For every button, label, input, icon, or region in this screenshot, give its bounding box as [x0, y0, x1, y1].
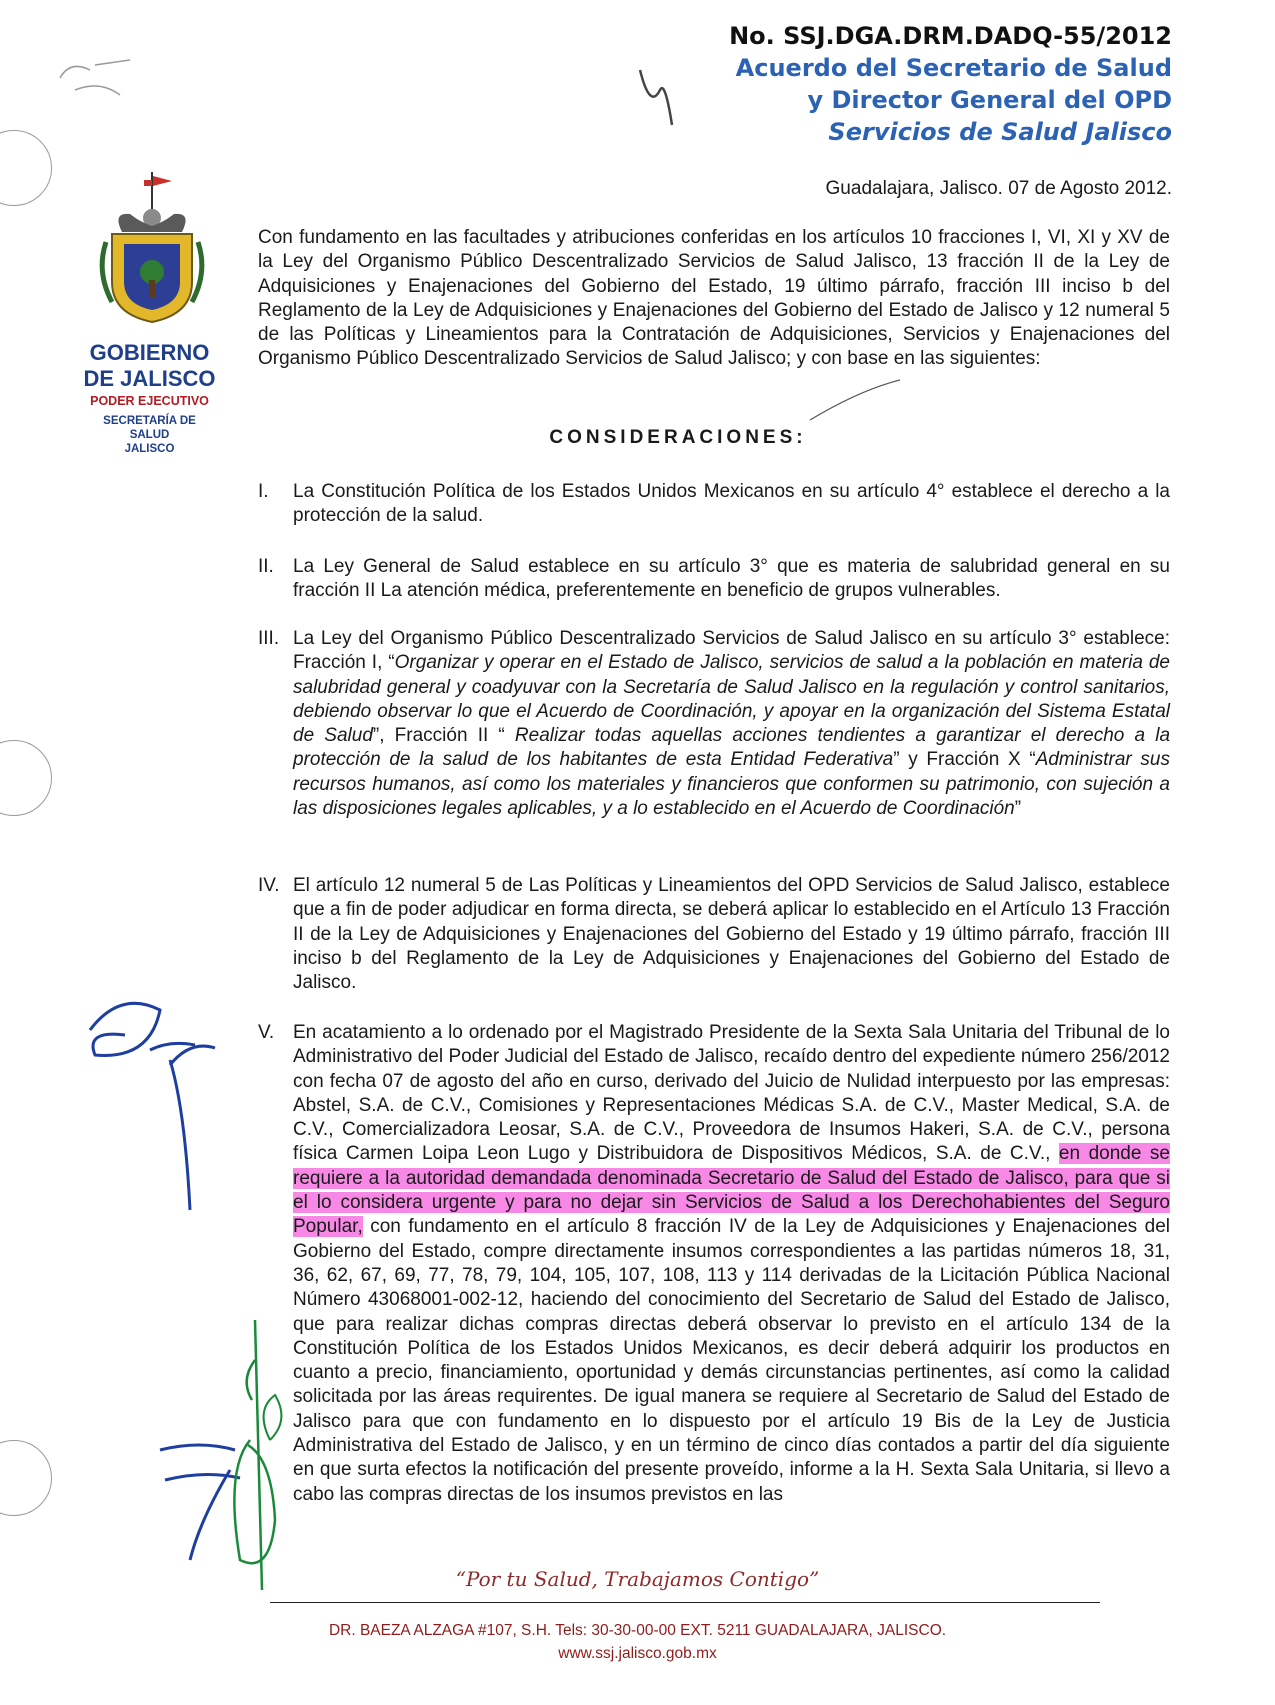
footer-divider	[270, 1602, 1100, 1603]
punch-hole	[0, 1440, 52, 1516]
logo-secretaria	[72, 414, 227, 456]
logo-line-salud: SALUD	[129, 429, 170, 441]
logo-gobierno	[72, 340, 227, 392]
logo-poder-ejecutivo: PODER EJECUTIVO	[90, 394, 209, 408]
item-number: IV.	[258, 875, 280, 896]
logo-line-gobierno: GOBIERNO	[89, 340, 210, 365]
item-text-quote: Administrar sus recursos humanos, así como los materiales y financieros que conformen su patrimonio, con sujeción a las disposiciones legales aplicables, y a lo establecido en el Acuerdo de Coordinación	[293, 749, 1171, 820]
item-text-quote: Realizar todas aquellas acciones tendientes a garantizar el derecho a la protección de la salud de los habitantes de esta Entidad Federativa	[293, 725, 1171, 771]
item-text-plain: ”	[1014, 798, 1022, 820]
check-mark	[640, 70, 672, 125]
punch-hole	[0, 740, 52, 816]
item-text-plain: con fundamento en el artículo 8 fracción IV de la Ley de Adquisiciones y Enajenaciones del Gobierno del Estado, compre directamente insumos correspondientes a las partidas números 18, 31, 36, 62, 67, 69, 77, 78, 79, 104, 105, 107, 108, 113 y 114 derivadas de la Licitación Pública Nacional Número 43068001-002-12, haciendo del conocimiento del Secretario de Salud del Estado de Jalisco, que para realizar dichas compras directas deberá observar lo previsto en el artículo 134 de la Constitución Política de los Estados Unidos Mexicanos, es decir deberá adquirir los productos en cuanto a precio, financiamiento, oportunidad y demás circunstancias pertinentes, así como la calidad solicitada por las áreas requirentes. De igual manera se requiere al Secretario de Salud del Estado de Jalisco para que con fundamento en lo dispuesto por el artículo 19 Bis de la Ley de Justicia Administrativa del Estado de Jalisco, y en un término de cinco días contados a partir del día siguiente en que surta efectos la notificación del presente proveído, informe a la H. Sexta Sala Unitaria, si llevo a cabo las compras directas de los insumos previstos en las	[293, 1216, 1170, 1505]
item-text	[293, 1021, 1170, 1507]
item-number: II.	[258, 556, 274, 577]
item-text-plain: En acatamiento a lo ordenado por el Magistrado Presidente de la Sexta Sala Unitaria del Tribunal de lo Administrativo del Poder Judicial del Estado de Jalisco, recaído dentro del expediente número 256/2012 con fecha 07 de agosto del año en curso, derivado del Juicio de Nulidad interpuesto por las empresas: Abstel, S.A. de C.V., Comisiones y Representaciones Médicas S.A. de C.V., Master Medical, S.A. de C.V., Comercializadora Leosar, S.A. de C.V., Proveedora de Insumos Hakeri, S.A. de C.V., persona física Carmen Loipa Leon Lugo y Distribuidora de Dispositivos Médicos, S.A. de C.V.,	[293, 1022, 1170, 1165]
item-text: La Constitución Política de los Estados Unidos Mexicanos en su artículo 4° establece el derecho a la protección de la salud.	[293, 481, 1170, 527]
footer-address: DR. BAEZA ALZAGA #107, S.H. Tels: 30-30-00-00 EXT. 5211 GUADALAJARA, JALISCO.	[328, 1622, 947, 1639]
item-text: La Ley General de Salud establece en su artículo 3° que es materia de salubridad general en su fracción II La atención médica, preferentemente en beneficio de grupos vulnerables.	[293, 556, 1170, 602]
consideration-item	[258, 874, 1170, 995]
item-number: III.	[258, 628, 280, 649]
title-line-1: Acuerdo del Secretario de Salud	[735, 54, 1172, 82]
jalisco-coat-of-arms-icon	[92, 172, 212, 332]
item-text-plain: ”, Fracción II “	[372, 725, 515, 747]
document-number: No. SSJ.DGA.DRM.DADQ-55/2012	[729, 22, 1172, 50]
item-number: V.	[258, 1022, 275, 1043]
intro-paragraph: Con fundamento en las facultades y atribuciones conferidas en los artículos 10 fracciones I, VI, XI y XV de la Ley del Organismo Público Descentralizado Servicios de Salud Jalisco, 13 fracción II de la Ley de Adquisiciones y Enajenaciones del Gobierno del Estado, 19 último párrafo, fracción III inciso b del Reglamento de la Ley de Adquisiciones y Enajenaciones del Gobierno del Estado de Jalisco y 12 numeral 5 de las Políticas y Lineamientos para la Contratación de Adquisiciones, Servicios y Enajenaciones del Organismo Público Descentralizado Servicios de Salud Jalisco; y con base en las siguientes:	[258, 227, 1170, 370]
punch-hole	[0, 130, 52, 206]
item-text	[293, 627, 1170, 821]
slogan: “Por tu Salud, Trabajamos Contigo”	[455, 1567, 820, 1591]
title-line-2: y Director General del OPD	[807, 86, 1172, 114]
consideration-item	[258, 1021, 1170, 1507]
considerations-heading: CONSIDERACIONES:	[549, 427, 807, 448]
item-text-plain: ” y Fracción X “	[893, 749, 1036, 771]
item-number: I.	[258, 481, 269, 502]
logo-line-de-jalisco: DE JALISCO	[83, 366, 216, 391]
item-text-plain: La Ley del Organismo Público Descentralizado Servicios de Salud Jalisco en su artículo 3° establece: Fracción I, “	[293, 628, 1170, 674]
consideration-item	[258, 627, 1170, 821]
consideration-item	[258, 555, 1170, 604]
logo-line-jalisco: JALISCO	[124, 443, 175, 455]
footer-website[interactable]: www.ssj.jalisco.gob.mx	[558, 1645, 717, 1662]
signature-blue	[160, 1445, 240, 1560]
item-text-quote: Organizar y operar en el Estado de Jalisco, servicios de salud a la población en materia de salubridad general y coadyuvar con la Secretaría de Salud Jalisco en la regulación y control sanitarios, debiendo observar lo que el Acuerdo de Coordinación, y apoyar en la organización del Sistema Estatal de Salud	[293, 652, 1170, 747]
signature-blue	[90, 1003, 215, 1210]
highlighted-text: en donde se requiere a la autoridad demandada denominada Secretario de Salud del Estado de Jalisco, para que si el lo considera urgente y para no dejar sin Servicios de Salud a los Derechohabientes del Seguro Popular,	[293, 1143, 1170, 1238]
title-line-3: Servicios de Salud Jalisco	[828, 118, 1172, 146]
logo-line-secretaria: SECRETARÍA DE	[103, 415, 196, 427]
pencil-mark	[60, 60, 130, 95]
item-text: El artículo 12 numeral 5 de Las Políticas y Lineamientos del OPD Servicios de Salud Jalisco, establece que a fin de poder adjudicar en forma directa, se deberá aplicar lo establecido en el Artículo 13 Fracción II de la Ley de Adquisiciones y Enajenaciones del Gobierno del Estado y 19 último párrafo, fracción III inciso b del Reglamento de la Ley de Adquisiciones y Enajenaciones del Gobierno del Estado de Jalisco.	[293, 875, 1170, 994]
place-date: Guadalajara, Jalisco. 07 de Agosto 2012.	[825, 178, 1172, 199]
consideration-item	[258, 480, 1170, 529]
pen-stroke	[810, 380, 900, 420]
